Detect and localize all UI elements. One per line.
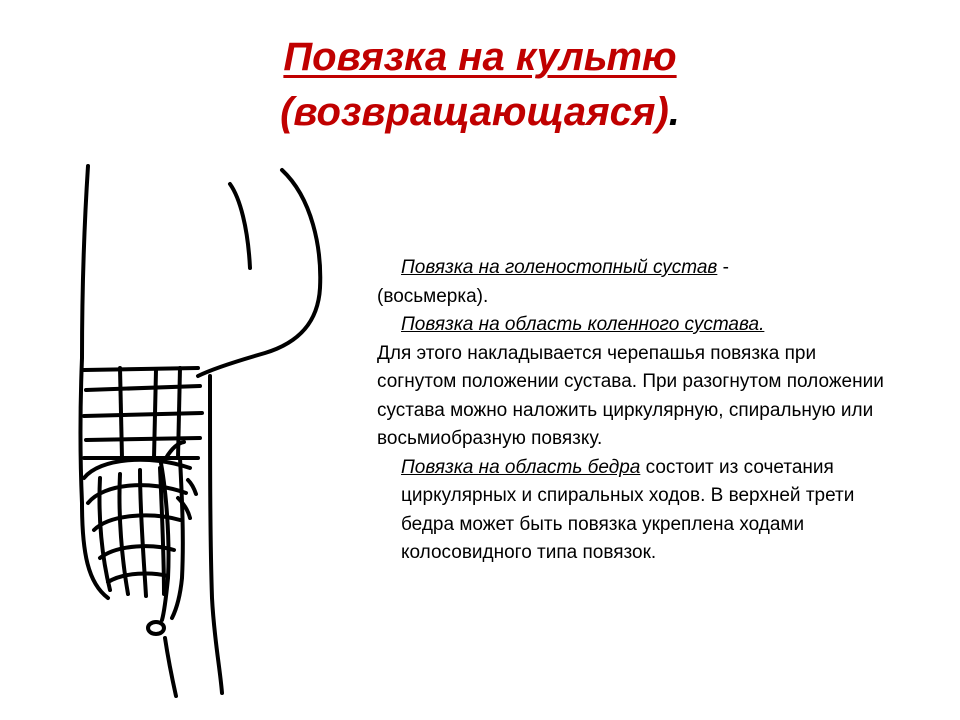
paragraph-knee-body: Для этого накладывается черепашья повязка при согнутом положении сустава. При разогнутом положении сустава можно наложить циркулярную, спиральную или восьмиобразную повязку. — [377, 342, 884, 449]
stump-bandage-illustration — [60, 158, 340, 698]
link-knee-bandage[interactable]: Повязка на область коленного сустава. — [401, 314, 765, 335]
title-line-1: Повязка на культю — [283, 35, 677, 79]
p1-dash: - — [717, 257, 729, 278]
link-ankle-bandage[interactable]: Повязка на голеностопный сустав — [401, 257, 718, 278]
paragraph-ankle-line2: (восьмерка). — [377, 285, 489, 307]
link-thigh-bandage[interactable]: Повязка на область бедра — [401, 456, 641, 478]
description-text — [377, 254, 897, 568]
title-line-2: (возвращающаяся) — [280, 90, 669, 134]
paragraph-ankle — [377, 254, 897, 283]
slide-title — [0, 30, 960, 140]
paragraph-thigh — [377, 454, 897, 568]
p3-body: состоит из сочетания циркулярных и спиральных ходов. В верхней трети бедра может быть повязка укреплена ходами колосовидного типа повязок. — [401, 456, 855, 563]
paragraph-knee-heading — [377, 311, 897, 340]
title-dot: . — [668, 90, 680, 134]
